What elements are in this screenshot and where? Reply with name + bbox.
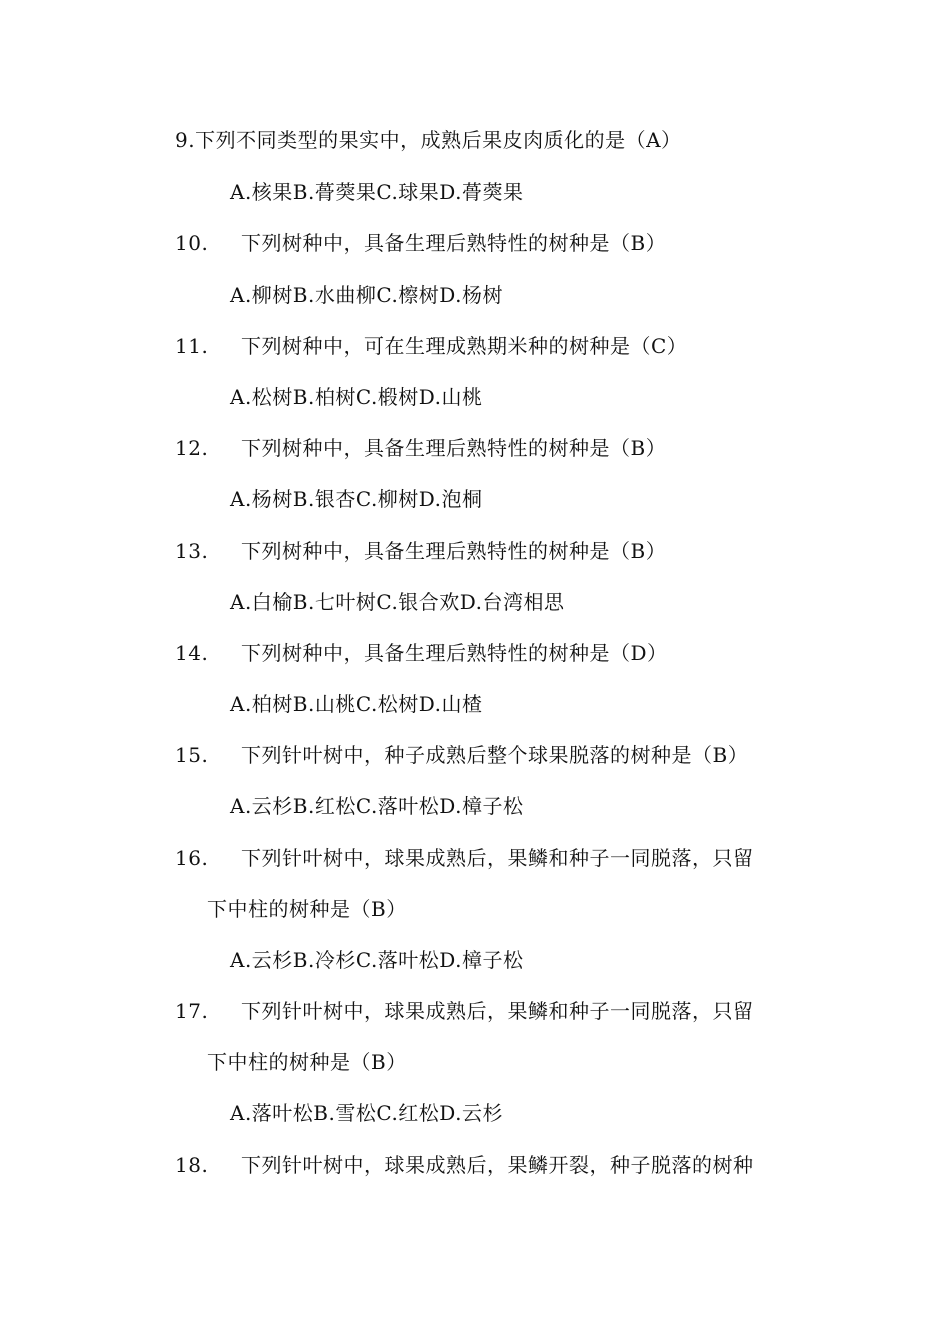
question-text: 下列针叶树中，球果成熟后，果鳞和种子一同脱落，只留 bbox=[241, 846, 754, 870]
question-text: 下列树种中，具备生理后熟特性的树种是（B） bbox=[241, 539, 667, 563]
question-text: 下列树种中，具备生理后熟特性的树种是（B） bbox=[241, 436, 667, 460]
question-text: 下列树种中，具备生理后熟特性的树种是（B） bbox=[241, 231, 667, 255]
question-number: 12. bbox=[175, 436, 209, 460]
options-text: A.云杉B.红松C.落叶松D.樟子松 bbox=[230, 794, 524, 818]
question-text-continuation: 下中柱的树种是（B） bbox=[207, 1050, 407, 1074]
question-text: 下列针叶树中，种子成熟后整个球果脱落的树种是（B） bbox=[241, 743, 749, 767]
question-number: 15. bbox=[175, 743, 209, 767]
options-text: A.松树B.柏树C.椴树D.山桃 bbox=[230, 385, 483, 409]
question-text: 下列树种中，具备生理后熟特性的树种是（D） bbox=[241, 641, 668, 665]
question-text: 下列针叶树中，球果成熟后，果鳞和种子一同脱落，只留 bbox=[241, 999, 754, 1023]
options-text: A.落叶松B.雪松C.红松D.云杉 bbox=[230, 1101, 503, 1125]
question-text: 下列树种中，可在生理成熟期米种的树种是（C） bbox=[241, 334, 688, 358]
options-text: A.白榆B.七叶树C.银合欢D.台湾相思 bbox=[230, 590, 565, 614]
options-text: A.柏树B.山桃C.松树D.山楂 bbox=[230, 692, 483, 716]
question-text: 下列针叶树中，球果成熟后，果鳞开裂，种子脱落的树种 bbox=[241, 1153, 754, 1177]
question-number: 10. bbox=[175, 231, 209, 255]
options-text: A.核果B.蓇葖果C.球果D.蓇葖果 bbox=[230, 180, 524, 204]
options-text: A.杨树B.银杏C.柳树D.泡桐 bbox=[230, 487, 483, 511]
question-number: 13. bbox=[175, 539, 209, 563]
question-number: 18. bbox=[175, 1153, 209, 1177]
question-text-continuation: 下中柱的树种是（B） bbox=[207, 897, 407, 921]
question-number: 14. bbox=[175, 641, 209, 665]
question-number-text: 9.下列不同类型的果实中，成熟后果皮肉质化的是（A） bbox=[175, 128, 682, 152]
options-text: A.柳树B.水曲柳C.檫树D.杨树 bbox=[230, 283, 503, 307]
options-text: A.云杉B.冷杉C.落叶松D.樟子松 bbox=[230, 948, 524, 972]
question-number: 11. bbox=[175, 334, 209, 358]
question-number: 17. bbox=[175, 999, 209, 1023]
question-number: 16. bbox=[175, 846, 209, 870]
